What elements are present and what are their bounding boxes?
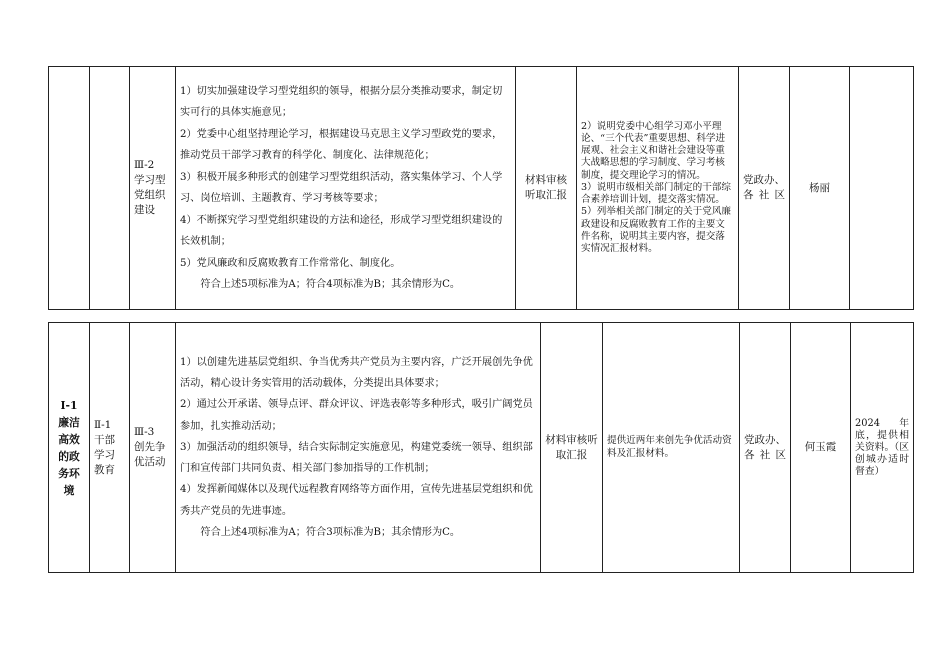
remark-cell [850, 67, 914, 310]
grading-summary: 符合上述5项标准为A；符合4项标准为B；其余情形为C。 [200, 279, 461, 290]
level3-cell: Ⅲ-3 创先争优活动 [130, 323, 176, 573]
requirement-item: 5）党风廉政和反腐败教育工作常常化、制度化。 [180, 257, 401, 269]
requirement-item: 2）通过公开承诺、领导点评、群众评议、评选表彰等多种形式，吸引广阔党员参加，扎实推动活动； [180, 399, 533, 432]
requirement-item: 1）以创建先进基层党组织、争当优秀共产党员为主要内容，广泛开展创先争优活动，精心设计务实管用的活动载体，分类提出具体要求； [180, 356, 533, 389]
evaluation-table-2 [48, 322, 914, 573]
requirement-item: 1）切实加强建设学习型党组织的领导，根据分层分类推动要求，制定切实可行的具体实施意见； [180, 85, 503, 118]
requirement-item: 3）加强活动的组织领导，结合实际制定实施意见，构建党委统一领导、组织部门和宣传部门共同负责、相关部门参加指导的工作机制； [180, 441, 533, 475]
remark-cell: 2024年底，提供相关资料。（区创城办适时督查） [851, 323, 914, 573]
responsible-unit-cell: 党政办、各社区 [740, 323, 791, 573]
responsible-unit-cell: 党政办、各社区 [739, 67, 790, 310]
level2-cell: Ⅱ-1 干部学习教育 [90, 323, 130, 573]
requirement-item: 3）积极开展多种形式的创建学习型党组织活动，落实集体学习、个人学习、岗位培训、主题教育、学习考核等要求； [180, 171, 503, 204]
level3-cell: Ⅲ-2 学习型党组织建设 [130, 67, 176, 310]
level2-cell [90, 67, 130, 310]
level1-cell: Ⅰ-1 廉洁高效的政务环境 [49, 323, 90, 573]
responsible-person-cell: 杨丽 [790, 67, 850, 310]
explanation-item: 3）说明市级相关部门制定的干部综合素养培训计划，提交落实情况。 [581, 181, 732, 206]
level1-cell [49, 67, 90, 310]
explanation-item: 提供近两年来创先争优活动资料及汇报材料。 [607, 435, 732, 459]
method-cell: 材料审核听取汇报 [516, 67, 577, 310]
explanation-cell [603, 323, 740, 573]
explanation-item: 5）列举相关部门制定的关于党风廉政建设和反腐败教育工作的主要文件名称，说明其主要内容，提交落实情况汇报材料。 [581, 206, 732, 254]
grading-summary: 符合上述4项标准为A；符合3项标准为B；其余情形为C。 [200, 527, 461, 539]
requirements-cell [176, 67, 516, 310]
explanation-item: 2）说明党委中心组学习邓小平理论、“三个代表”重要思想、科学进展观、社会主义和谐社会建设等重大战略思想的学习制度、学习考核制度，提交理论学习的情况。 [581, 120, 726, 181]
responsible-person-cell: 何玉霞 [791, 323, 851, 573]
method-cell: 材料审核听取汇报 [541, 323, 603, 573]
requirement-item: 2）党委中心组坚持理论学习，根据建设马克思主义学习型政党的要求，推动党员干部学习教育的科学化、制度化、法律规范化； [180, 128, 503, 161]
requirement-item: 4）发挥新闻媒体以及现代远程教育网络等方面作用，宣传先进基层党组织和优秀共产党员的先进事迹。 [180, 484, 533, 517]
requirements-cell [176, 323, 541, 573]
explanation-cell [577, 67, 739, 310]
requirement-item: 4）不断探究学习型党组织建设的方法和途径，形成学习型党组织建设的长效机制； [180, 214, 503, 247]
evaluation-table-1 [48, 66, 914, 310]
